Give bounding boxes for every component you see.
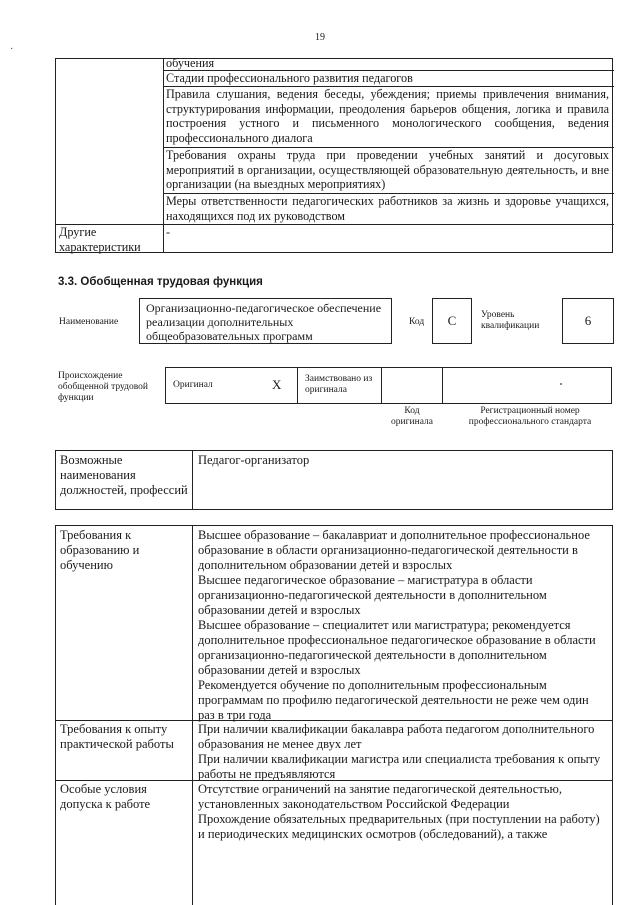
experience-label: Требования к опыту практической работы: [60, 722, 174, 751]
column-divider: [192, 451, 193, 509]
education-paragraph: Высшее образование – специалитет или магистратура; рекомендуется дополнительное профессиональное педагогическое образование в области организационно-педагогической деятельности в дополнительном образовании детей и взрослых: [198, 618, 596, 677]
special-paragraph: Отсутствие ограничений на занятие педагогической деятельностью, установленных законодательством Российской Федерации: [198, 782, 562, 811]
code-label: Код: [409, 317, 425, 327]
other-characteristics-label: Другие характеристики: [59, 225, 141, 254]
scan-mark: ·: [10, 44, 14, 55]
function-name: Организационно-педагогическое обеспечение реализации дополнительных общеобразовательных программ: [146, 301, 382, 343]
code-box: [432, 298, 472, 344]
experience-paragraph: При наличии квалификации бакалавра работа педагогом дополнительного образования не менее двух лет: [198, 722, 595, 751]
knowledge-item: Правила слушания, ведения беседы, убеждения; приемы привлечения внимания, структурирования информации, преодоления барьеров общения, логика и правила построения устного и письменного монологического сообщения, ведения профессионального диалога: [166, 87, 609, 145]
original-label: Оригинал: [173, 380, 213, 390]
origin-divider: [381, 368, 382, 403]
level-label: Уровень квалификации: [481, 310, 540, 331]
borrowed-label: Заимствовано из оригинала: [305, 374, 373, 395]
education-paragraph: Рекомендуется обучение по дополнительным профессиональным программам по профилю педагогической деятельности не реже чем один раз в три года: [198, 678, 589, 722]
knowledge-item: Требования охраны труда при проведении учебных занятий и досуговых мероприятий в организации, осуществляющей образовательную деятельность, и вне организации (на выездных мероприятиях): [166, 148, 609, 192]
page-number: 19: [315, 32, 325, 43]
level-value: 6: [584, 313, 592, 328]
requirements-table: [55, 525, 613, 905]
special-conditions-label: Особые условия допуска к работе: [60, 782, 151, 811]
original-mark: X: [272, 377, 282, 392]
education-value: [198, 528, 608, 723]
origin-divider: [442, 368, 443, 403]
reg-caption: Регистрационный номер профессионального стандарта: [468, 406, 592, 427]
origin-label: Происхождение обобщенной трудовой функции: [58, 371, 148, 403]
knowledge-item: Меры ответственности педагогических работников за жизнь и здоровье учащихся, находящихся под их руководством: [166, 194, 609, 223]
code-value: C: [447, 313, 457, 328]
positions-table: [55, 450, 613, 510]
experience-paragraph: При наличии квалификации магистра или специалиста требования к опыту работы не предъявляются: [198, 752, 601, 781]
level-box: [562, 298, 614, 344]
code-caption: Код оригинала: [391, 406, 433, 427]
experience-value: [198, 722, 608, 782]
name-label: Наименование: [59, 317, 119, 327]
column-divider: [192, 526, 193, 905]
continuation-table: [55, 58, 613, 253]
function-name-box: [139, 298, 392, 344]
education-paragraph: Высшее образование – бакалавриат и дополнительное профессиональное образование в области организационно-педагогической деятельности в дополнительном образовании детей и взрослых: [198, 528, 590, 572]
special-conditions-value: [198, 782, 608, 842]
positions-value: Педагог-организатор: [198, 453, 310, 467]
knowledge-item: Стадии профессионального развития педагогов: [166, 71, 413, 85]
education-label: Требования к образованию и обучению: [60, 528, 140, 572]
origin-divider: [297, 368, 298, 403]
origin-box: [165, 367, 612, 404]
education-paragraph: Высшее педагогическое образование – магистратура в области организационно-педагогической деятельности в дополнительном образовании детей и взрослых: [198, 573, 547, 617]
special-paragraph: Прохождение обязательных предварительных (при поступлении на работу) и периодических медицинских осмотров (обследований), а также: [198, 812, 600, 841]
knowledge-item: обучения: [166, 56, 215, 70]
other-characteristics-value: -: [166, 225, 171, 239]
positions-label: Возможные наименования должностей, профессий: [60, 453, 188, 497]
section-heading: 3.3. Обобщенная трудовая функция: [58, 276, 263, 288]
